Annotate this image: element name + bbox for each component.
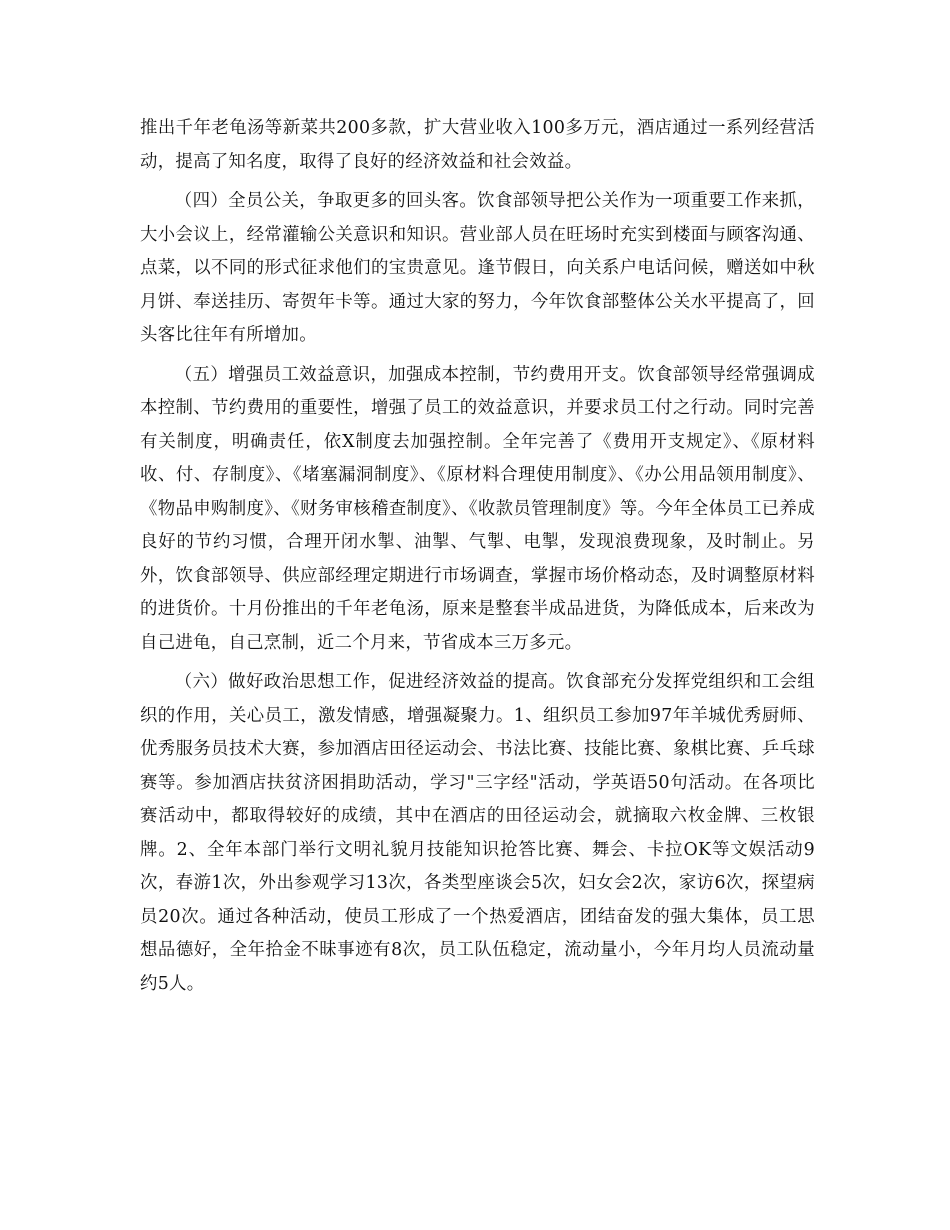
document-body [140, 112, 815, 1001]
paragraph-cost-control: （五）增强员工效益意识，加强成本控制，节约费用开支。饮食部领导经常强调成本控制、节约费用的重要性，增强了员工的效益意识，并要求员工付之行动。同时完善有关制度，明确责任，依X制度去加强控制。全年完善了《费用开支规定》、《原材料收、付、存制度》、《堵塞漏洞制度》、《原材料合理使用制度》、《办公用品领用制度》、《物品申购制度》、《财务审核稽查制度》、《收款员管理制度》等。今年全体员工已养成良好的节约习惯，合理开闭水掣、油掣、气掣、电掣，发现浪费现象，及时制止。另外，饮食部领导、供应部经理定期进行市场调查，掌握市场价格动态，及时调整原材料的进货价。十月份推出的千年老龟汤，原来是整套半成品进货，为降低成本，后来改为自己进龟，自己烹制，近二个月来，节省成本三万多元。 [140, 364, 815, 653]
paragraph-political-work: （六）做好政治思想工作，促进经济效益的提高。饮食部充分发挥党组织和工会组织的作用，关心员工，激发情感，增强凝聚力。1、组织员工参加97年羊城优秀厨师、优秀服务员技术大赛，参加酒店田径运动会、书法比赛、技能比赛、象棋比赛、乒乓球赛等。参加酒店扶贫济困捐助活动，学习"三字经"活动，学英语50句活动。在各项比赛活动中，都取得较好的成绩，其中在酒店的田径运动会，就摘取六枚金牌、三枚银牌。2、全年本部门举行文明礼貌月技能知识抢答比赛、舞会、卡拉OK等文娱活动9次，春游1次，外出参观学习13次，各类型座谈会5次，妇女会2次，家访6次，探望病员20次。通过各种活动，使员工形成了一个热爱酒店，团结奋发的强大集体，员工思想品德好，全年拾金不昧事迹有8次，员工队伍稳定，流动量小，今年月均人员流动量约5人。 [140, 672, 815, 994]
paragraph-public-relations: （四）全员公关，争取更多的回头客。饮食部领导把公关作为一项重要工作来抓，大小会议上，经常灌输公关意识和知识。营业部人员在旺场时充实到楼面与顾客沟通、点菜，以不同的形式征求他们的宝贵意见。逢节假日，向关系户电话问候，赠送如中秋月饼、奉送挂历、寄贺年卡等。通过大家的努力，今年饮食部整体公关水平提高了，回头客比往年有所增加。 [140, 191, 815, 345]
paragraph-continuation: 推出千年老龟汤等新菜共200多款，扩大营业收入100多万元，酒店通过一系列经营活动，提高了知名度，取得了良好的经济效益和社会效益。 [140, 118, 815, 172]
